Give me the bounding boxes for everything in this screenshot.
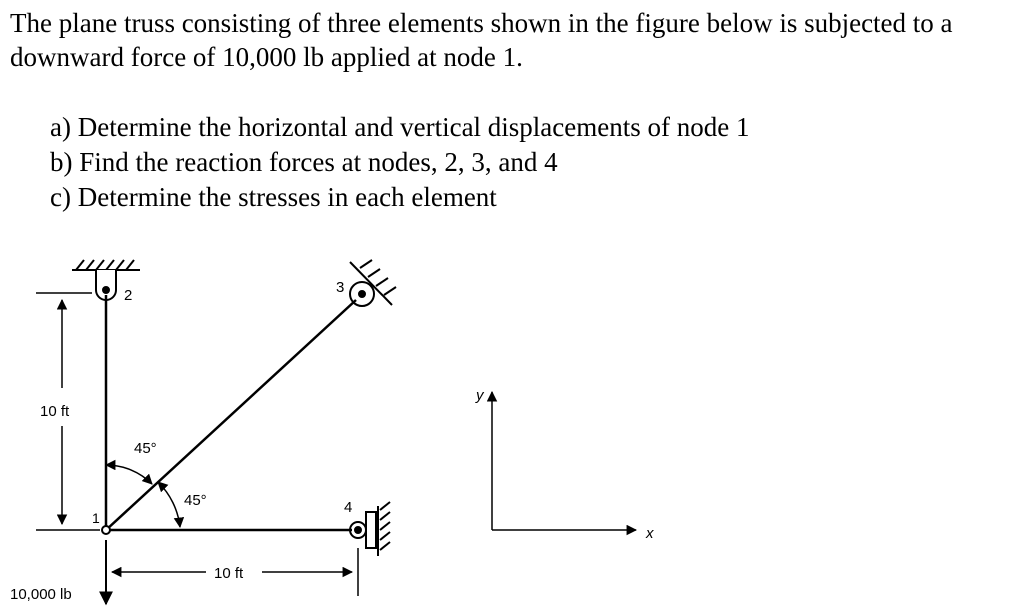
- node-1: [102, 526, 110, 534]
- dim-vertical-label: 10 ft: [40, 403, 70, 420]
- dim-horizontal-label: 10 ft: [214, 565, 244, 582]
- element-1-3: [106, 300, 356, 530]
- truss-elements: [106, 295, 356, 530]
- node-label-2: 2: [124, 287, 133, 304]
- support-node-3: [350, 260, 396, 306]
- truss-figure: [0, 240, 1024, 614]
- support-node-4: [350, 502, 390, 556]
- load-label: 10,000 lb: [10, 586, 72, 603]
- question-b: b) Find the reaction forces at nodes, 2, 3, and 4: [50, 147, 558, 177]
- problem-statement: The plane truss consisting of three elements shown in the figure below is subjected to a downward force of 10,000 lb applied at node 1.: [10, 8, 953, 72]
- angle-label-bottom: 45°: [184, 492, 207, 509]
- node-label-3: 3: [336, 279, 345, 296]
- node-label-4: 4: [344, 499, 353, 516]
- axis-x-label: x: [646, 525, 654, 542]
- question-list: [50, 110, 749, 215]
- question-c: c) Determine the stresses in each element: [50, 182, 497, 212]
- node-label-1: 1: [92, 510, 100, 526]
- angle-label-top: 45°: [134, 440, 157, 457]
- axis-y-label: y: [476, 387, 484, 404]
- question-a: a) Determine the horizontal and vertical displacements of node 1: [50, 112, 750, 142]
- coordinate-axes: [492, 392, 636, 530]
